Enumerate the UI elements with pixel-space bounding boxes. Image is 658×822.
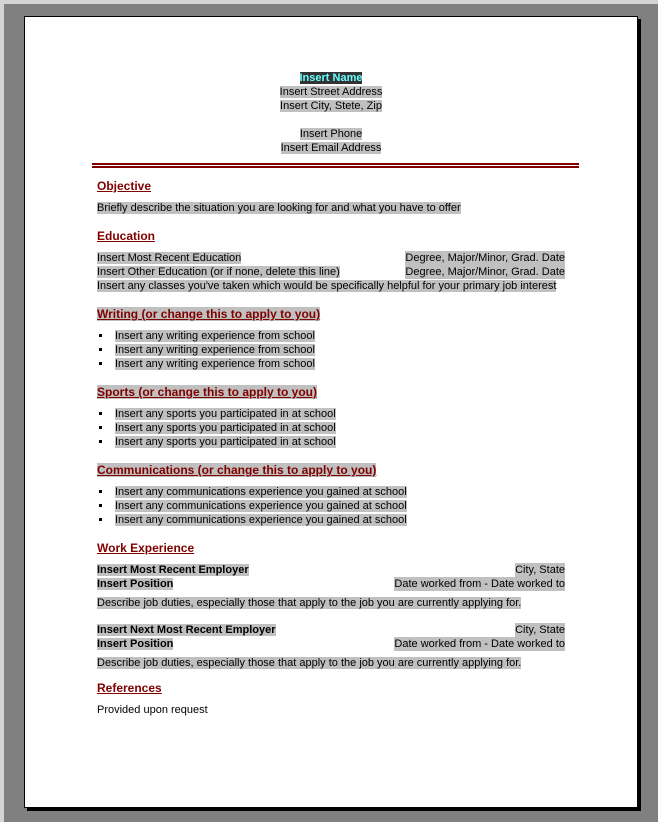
references-heading: References [97,681,162,695]
name-field[interactable]: Insert Name [299,72,363,84]
list-item [97,357,565,371]
work-heading: Work Experience [97,541,195,555]
education-heading: Education [97,229,156,243]
bullet-icon [99,334,102,337]
work-section [97,541,565,670]
dates-field[interactable]: Date worked from - Date worked to [394,578,565,590]
communications-item[interactable]: Insert any communications experience you gained at school [115,486,407,498]
sports-item[interactable]: Insert any sports you participated in at school [115,436,336,448]
bullet-icon [99,348,102,351]
bullet-icon [99,362,102,365]
objective-text[interactable]: Briefly describe the situation you are looking for and what you have to offer [97,202,461,214]
sports-item[interactable]: Insert any sports you participated in at school [115,408,336,420]
job-entry [97,623,565,670]
education-degree[interactable]: Degree, Major/Minor, Grad. Date [405,266,565,278]
education-school[interactable]: Insert Most Recent Education [97,252,242,264]
position-field[interactable]: Insert Position [97,638,174,650]
header-divider [92,163,579,169]
employer-field[interactable]: Insert Most Recent Employer [97,564,249,576]
writing-item[interactable]: Insert any writing experience from school [115,344,315,356]
list-item [97,343,565,357]
location-field[interactable]: City, State [515,624,565,636]
dates-field[interactable]: Date worked from - Date worked to [394,638,565,650]
communications-section [97,463,565,527]
writing-heading[interactable]: Writing (or change this to apply to you) [97,307,321,321]
education-section [97,229,565,293]
phone-field[interactable]: Insert Phone [299,128,363,140]
window-frame-left [0,0,4,822]
communications-item[interactable]: Insert any communications experience you gained at school [115,514,407,526]
duties-field[interactable]: Describe job duties, especially those that apply to the job you are currently applying for. [97,597,522,609]
bullet-icon [99,490,102,493]
objective-heading: Objective [97,179,152,193]
list-item [97,485,565,499]
sports-item[interactable]: Insert any sports you participated in at school [115,422,336,434]
list-item [97,435,565,449]
email-field[interactable]: Insert Email Address [280,142,382,154]
list-item [97,329,565,343]
list-item [97,513,565,527]
bullet-icon [99,518,102,521]
bullet-icon [99,440,102,443]
bullet-icon [99,412,102,415]
education-row [97,251,565,265]
communications-heading[interactable]: Communications (or change this to apply to you) [97,463,377,477]
list-item [97,499,565,513]
writing-item[interactable]: Insert any writing experience from school [115,330,315,342]
window-frame-top [0,0,658,4]
employer-field[interactable]: Insert Next Most Recent Employer [97,624,276,636]
position-field[interactable]: Insert Position [97,578,174,590]
education-row [97,265,565,279]
sports-section [97,385,565,449]
education-school[interactable]: Insert Other Education (or if none, delete this line) [97,266,340,278]
list-item [97,421,565,435]
education-degree[interactable]: Degree, Major/Minor, Grad. Date [405,252,565,264]
education-classes[interactable]: Insert any classes you've taken which would be specifically helpful for your primary job interest [97,280,557,292]
location-field[interactable]: City, State [515,564,565,576]
street-field[interactable]: Insert Street Address [279,86,383,98]
communications-item[interactable]: Insert any communications experience you gained at school [115,500,407,512]
document-page[interactable] [24,16,638,808]
writing-item[interactable]: Insert any writing experience from school [115,358,315,370]
sports-heading[interactable]: Sports (or change this to apply to you) [97,385,318,399]
duties-field[interactable]: Describe job duties, especially those that apply to the job you are currently applying for. [97,657,522,669]
city-field[interactable]: Insert City, Stete, Zip [280,100,382,112]
contact-header [25,71,637,155]
bullet-icon [99,504,102,507]
writing-section [97,307,565,371]
references-text[interactable]: Provided upon request [97,704,208,716]
list-item [97,407,565,421]
references-section [97,681,565,717]
bullet-icon [99,426,102,429]
job-entry [97,563,565,610]
objective-section [97,179,565,215]
